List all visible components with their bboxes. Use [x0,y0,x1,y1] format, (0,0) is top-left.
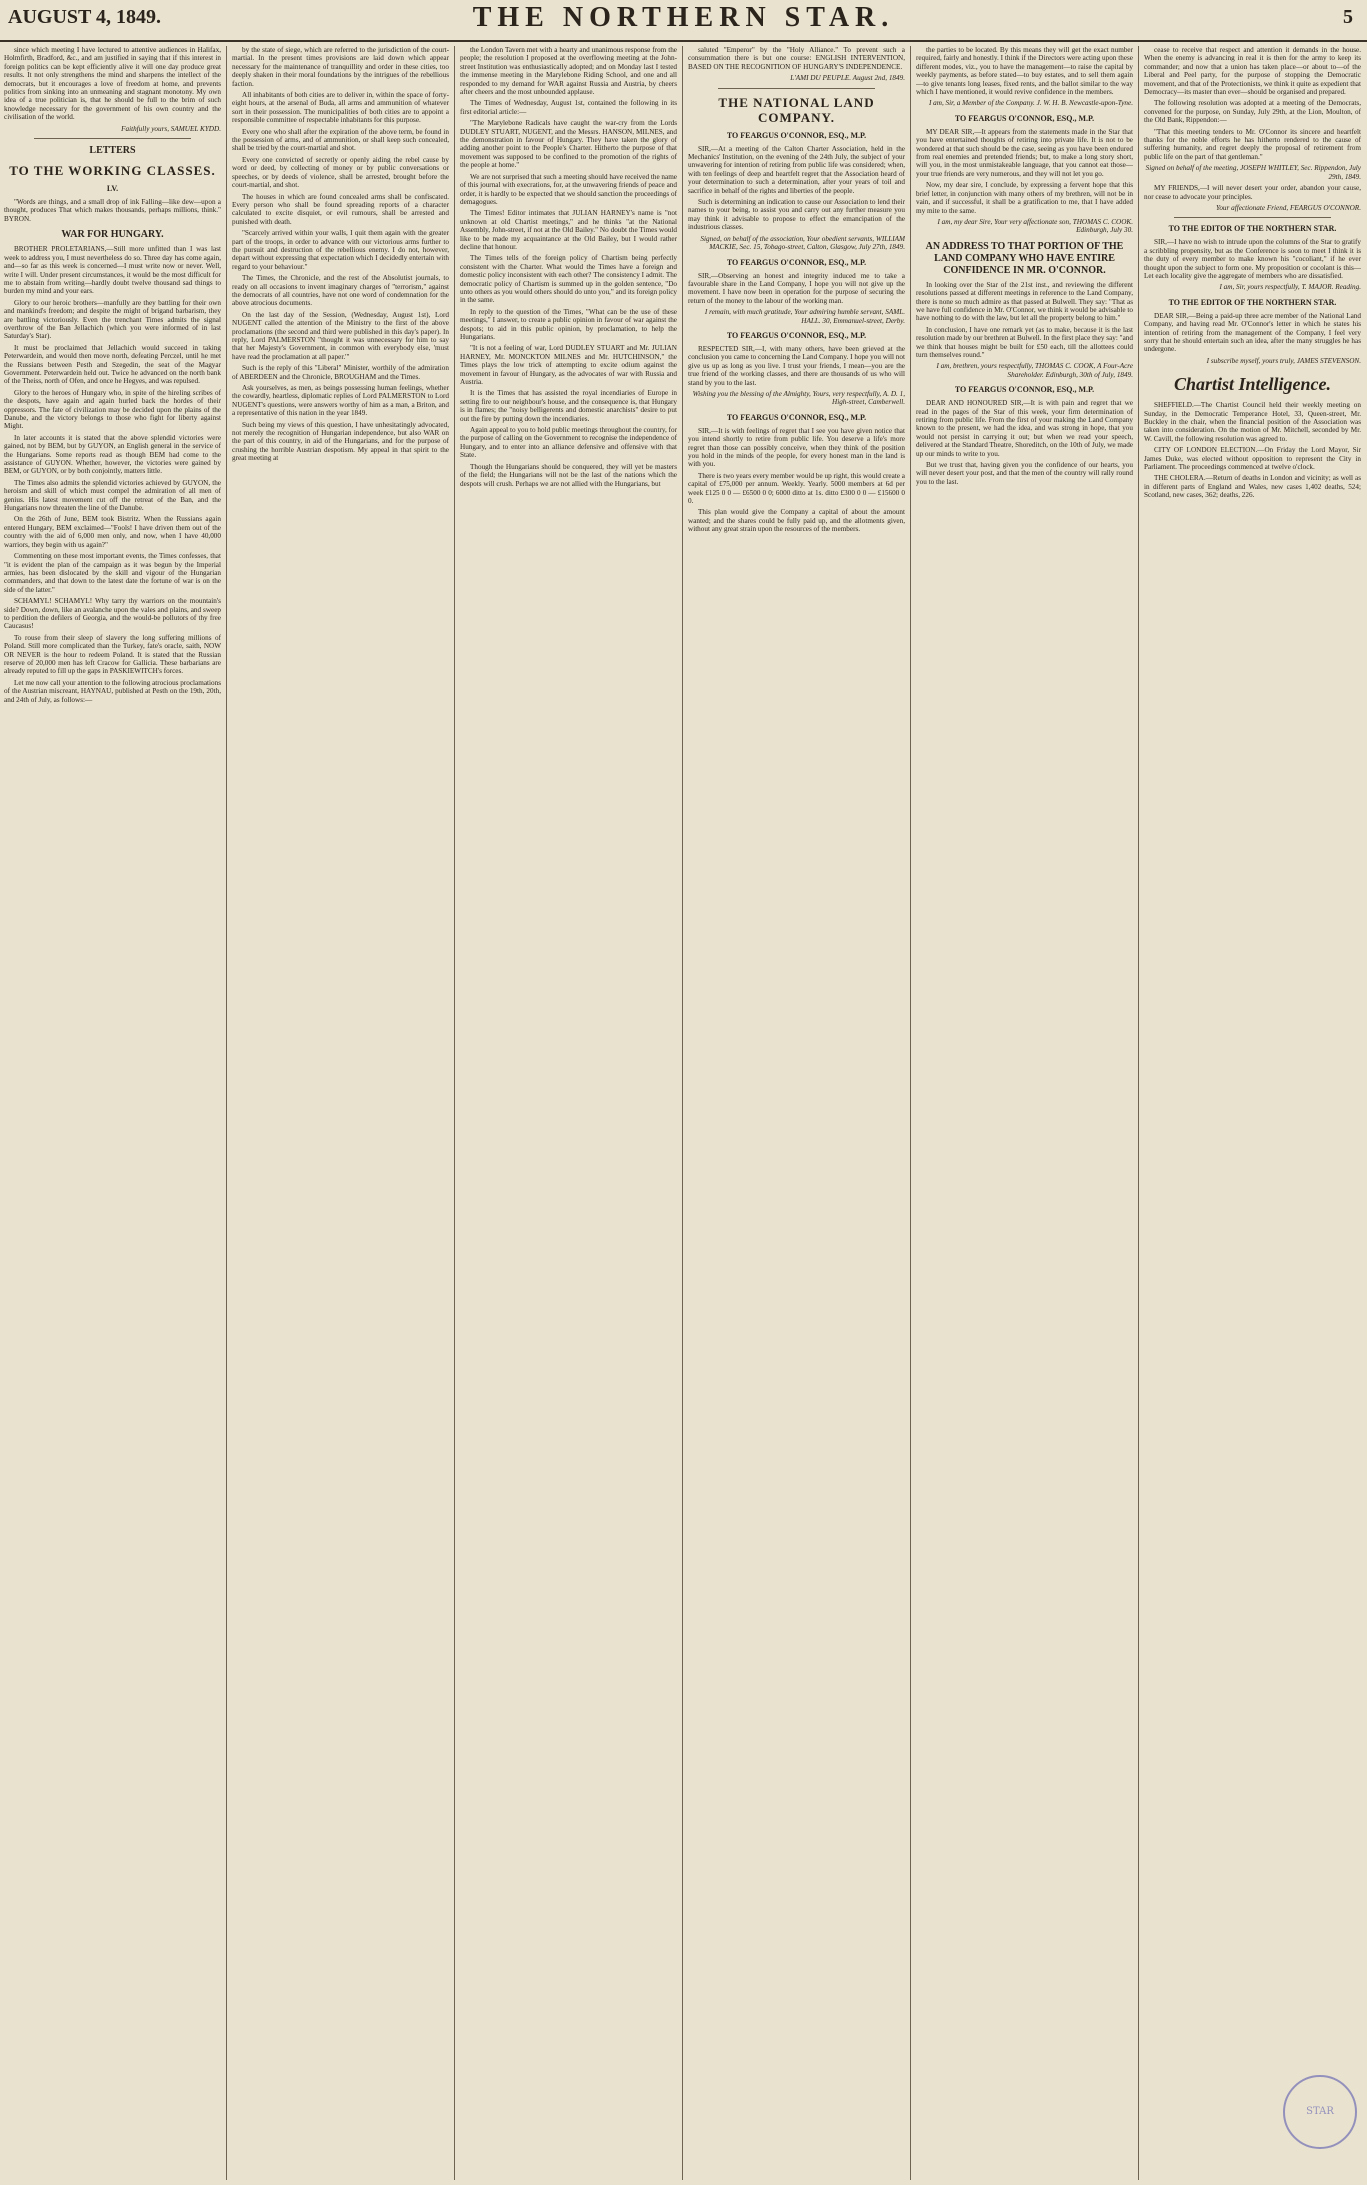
article-paragraph: RESPECTED SIR,—I, with many others, have been grieved at the conclusion you came to concerning the Land Company. I hope you will not give us up as long as you live. I trust your friends, I mean—you are the true friend of the working classes, and there are thousands of us who will stand by you to the last. [688,344,905,387]
article-paragraph: the parties to be located. By this means they will get the exact number required, fairly and honestly. I think if the Directors were acting upon these different modes, viz., you to have the management—to raise the capital by weekly payments, as before stated—to buy estates, and to sell them again—to give tenants long leases, fixed rents, and the ballot similar to the way which I have mentioned, it would revive confidence in the members. [916,46,1133,97]
article-paragraph: Every one convicted of secretly or openly aiding the rebel cause by word or deed, by collecting of money or by public conversations or speeches, or by deeds of violence, shall be arrested, brought before the court-martial, and shot. [232,155,449,190]
article-paragraph: THE CHOLERA.—Return of deaths in London and vicinity; as well as in different parts of England and Wales, new cases 1,402 deaths, 524; Scotland, new cases, 362; deaths, 226. [1144,474,1361,500]
article-paragraph: Let me now call your attention to the following atrocious proclamations of the Austrian miscreant, HAYNAU, published at Pesth on the 19th, 20th, and 24th of July, as follows:— [4,678,221,704]
article-paragraph: The houses in which are found concealed arms shall be confiscated. Every person who shall be found spreading reports of a character calculated to excite disquiet, or evil rumours, shall be arrested and punished with death. [232,192,449,226]
signature: Your affectionate Friend, FEARGUS O'CONNOR. [1215,203,1361,212]
article-paragraph: "Scarcely arrived within your walls, I quit them again with the greater part of the troops, in order to advance with our victorious arms further to the pursuit and destruction of the rebellious enemy. I do not, however, depart without expressing that expectation which I decidedly entertain with regard to your behaviour." [232,229,449,271]
article-heading: TO THE EDITOR OF THE NORTHERN STAR. [1168,224,1337,234]
article-paragraph: The Times tells of the foreign policy of Chartism being perfectly consistent with the Charter. What would the Times have a foreign and domestic policy inconsistent with each other? The consistency I admit. The democratic policy of Chartism is summed up in the golden sentence, "Do unto others as you would others should do unto you," and its foreign policy in the same. [460,254,677,305]
article-paragraph: Glory to the heroes of Hungary who, in spite of the hireling scribes of the despots, have again and again hurled back the hordes of their oppressors. The fate of civilization may be decided upon the plains of the Danube, and the victory belongs to those who fight for liberty against Might. [4,388,221,431]
article-paragraph: This plan would give the Company a capital of about the amount wanted; and the shares could be fully paid up, and the allotments given, without any great strain upon the resources of the members. [688,508,905,534]
page-number: 5 [1343,6,1353,28]
article-paragraph: Glory to our heroic brothers—manfully are they battling for their own and mankind's freedom; and despite the might of brigand barbarism, they are battling victoriously. Even the trenchant Times admits the signal overthrow of the Ban Jellachich (which you were informed of in last Saturday's Star). [4,298,221,341]
article-paragraph: DEAR SIR,—Being a paid-up three acre member of the National Land Company, and having read Mr. O'Connor's letter in which he states his intention of retiring from the management of the Company, I feel very sorry that he should entertain such an idea, after the many struggles he has undergone. [1144,311,1361,354]
article-paragraph: since which meeting I have lectured to attentive audiences in Halifax, Holmfirth, Bradford, &c., and am justified in saying that if this interest in foreign politics can be kept efficiently alive it will one day produce great results. It not only strengthens the mind and sharpens the intellect of the democrats, but it encourages a love of freedom at home, and prevents politics from sinking into an unmeaning and stagnant monotony. My own idea of a true politician is, that he should be full to the brim of such knowledge necessary for the government of his own country and the civilisation of the world. [4,46,221,122]
article-paragraph: "It is not a feeling of war, Lord DUDLEY STUART and Mr. JULIAN HARNEY, Mr. MONCKTON MILNES and Mr. HUTCHINSON," the Times plays the low trick of attempting to excite odium against the movement in favour of Hungary, as the advocates of war with Russia and Austria. [460,344,677,387]
article-paragraph: CITY OF LONDON ELECTION.—On Friday the Lord Mayor, Sir James Duke, was elected without opposition to represent the City in Parliament. The proceedings commenced at twelve o'clock. [1144,446,1361,472]
article-heading: THE NATIONAL LAND COMPANY. [718,94,875,125]
article-paragraph: The Times also admits the splendid victories achieved by GUYON, the heroism and skill of which must compel the admiration of all men of genius. His latest movement cut off the retreat of the Ban, and the Hungarians now threaten the line of the Danube. [4,478,221,513]
article-paragraph: SIR,—Observing an honest and integrity induced me to take a favourable share in the Land Company, I hope you will not give up the movement. I have now been in operation for the purpose of securing the return of the money to the labour of the working man. [688,271,905,305]
signature: I am, Sir, yours respectfully, T. MAJOR. Reading. [1219,283,1361,292]
article-paragraph: Commenting on these most important events, the Times confesses, that "it is evident the plan of the campaign as it was begun by the Imperial armies, has been dislocated by the skill and vigour of the Hungarian commanders, and that down to the latest date the fortune of war is on the side of the latter." [4,552,221,594]
article-paragraph: In later accounts it is stated that the above splendid victories were gained, not by BEM, but by GUYON, an English general in the service of the Hungarians. Some reports read as though BEM had come to the assistance of GUYON. Whether, however, the victories were gained by BEM, or GUYON, or by both conjointly, matters little. [4,433,221,476]
article-heading: TO FEARGUS O'CONNOR, ESQ., M.P. [954,113,1095,123]
article-paragraph: by the state of siege, which are referred to the jurisdiction of the court-martial. In the present times provisions are laid down which appear necessary for the maintenance of tranquillity and order in these cities, too deeply shaken in their moral foundations by the intrigues of the rebellious faction. [232,46,449,88]
article-paragraph: There is two years every member would be up right, this would create a capital of £75,000 per annum. Weekly. Yearly. 5000 members at 6d per week £125 0 0 — £6500 0 0; 6000 ditto at 1s. ditto £300 0 0 — £15600 0 0. [688,471,905,506]
masthead [0,0,1367,42]
article-paragraph: "That this meeting tenders to Mr. O'Connor its sincere and heartfelt thanks for the noble efforts he has hitherto rendered to the cause of suffering humanity, and regret deeply the proposal of retirement from public life on the part of that gentleman." [1144,127,1361,161]
article-paragraph: Such is determining an indication to cause our Association to lend their names to your being, to assist you and carry out any further measure you may think it advisable to propose to effect the emancipation of the industrious classes. [688,198,905,232]
article-paragraph: The Times of Wednesday, August 1st, contained the following in its first editorial article:— [460,99,677,116]
article-heading: WAR FOR HUNGARY. [61,229,164,241]
article-heading: TO THE WORKING CLASSES. [9,163,216,179]
column-3 [460,46,677,2180]
article-paragraph: BROTHER PROLETARIANS,—Still more unfitted than I was last week to address you, I must nevertheless do so. Three day has come again, and—so far as this week is concerned—I must write now or never. Well, write I will. Under present circumstances, it would be the most difficult for me to abstain from writing—hardly doubt twelve thousand sad things to burden my mind and your ears. [4,245,221,296]
article-heading: TO FEARGUS O'CONNOR, ESQ., M.P. [726,412,867,422]
column-4 [688,46,905,2180]
article-paragraph: We are not surprised that such a meeting should have received the name of this journal with execrations, for, at the unwavering friends of peace and order, it is hardly to be expected that we should sanction the proceedings of demagogues. [460,172,677,206]
columns-area [4,46,1363,2180]
article-paragraph: SIR,—It is with feelings of regret that I see you have given notice that you intend shortly to retire from public life. You deserve a life's more regret than those can possibly conceive, when they think of the position you hold in the minds of the people, for every honest man in the land is with you. [688,426,905,469]
section-divider [1174,217,1331,218]
article-paragraph: SIR,—At a meeting of the Calton Charter Association, held in the Mechanics' Institution, on the evening of the 24th July, the subject of your unwavering for intention of retiring from public life was considered; when, with ten feelings of deep and heartfelt regret that the Association heard of your determination to such a determination, after your years of toil and sacrifice in behalf of the rights and liberties of the people. [688,144,905,195]
signature: Faithfully yours, SAMUEL KYDD. [121,124,221,133]
article-paragraph: In conclusion, I have one remark yet (as to make, because it is the last resolution made by our brethren at Bulwell. In the first place they say: "and we think that houses might be built for £50 each, till the allottees could turn themselves round." [916,325,1133,359]
article-heading: LETTERS [89,145,136,157]
column-rule [454,46,455,2180]
signature: Signed, on behalf of the association, Your obedient servants, WILLIAM MACKIE, Sec. 15, Tobago-street, Calton, Glasgow, July 27th, 1849. [700,234,905,252]
article-paragraph: On the last day of the Session, (Wednesday, August 1st), Lord NUGENT called the attention of the Ministry to the first of the above proclamations (the second and third were published in this day's paper). In reply, Lord PALMERSTON "thought it was unnecessary for him to say that her Majesty's Government, in common with everybody else, 'must have read the proclamation at all paper.'" [232,310,449,361]
article-paragraph: "Words are things, and a small drop of ink Falling—like dew—upon a thought, produces That which makes thousands, perhaps millions, think." BYRON. [4,198,221,223]
article-paragraph: the London Tavern met with a hearty and unanimous response from the people; the resolution I proposed at the overflowing meeting at the John-street Institution was enthusiastically adopted; and on Monday last I tested the immense meeting in the Marylebone Riding School, and one and all responded to my demand for WAR against Russia and Austria, by cheers after cheers and the most unbounded applause. [460,46,677,97]
article-heading: TO FEARGUS O'CONNOR, ESQ., M.P. [726,130,867,140]
article-heading: TO FEARGUS O'CONNOR, ESQ., M.P. [726,330,867,340]
article-paragraph: The following resolution was adopted at a meeting of the Democrats, convened for the purpose, on Sunday, July 29th, at the Lion, Moulton, of the Old Bank, Rippendon:— [1144,99,1361,125]
article-heading: TO FEARGUS O'CONNOR, ESQ., M.P. [954,385,1095,395]
article-paragraph: Now, my dear sire, I conclude, by expressing a fervent hope that this brief letter, in conjunction with many others of my brethren, will not be in vain, and if successful, it shall be a gratification to me, that I have added my mite to the same. [916,181,1133,215]
article-paragraph: On the 26th of June, BEM took Bistritz. When the Russians again entered Hungary, BEM exclaimed—"Fools! I have driven them out of the country with the aid of 6,000 men only, and now, when I have 40,000 warriors, they begin with us again?" [4,515,221,549]
article-paragraph: It must be proclaimed that Jellachich would succeed in taking Peterwardein, and would then move north, defeating Perczel, until he met the Russians between Pesth and Szegedin, the seat of the Magyar Government. Peterwardein held out. Twice he advanced on the north bank of the Theiss, north of Ofen, and once he Hegyes, and was repulsed. [4,343,221,386]
article-paragraph: Though the Hungarians should be conquered, they will yet be masters of the field; the Hungarians will not be the last of the nations which the despots will crush. Perhaps we are not allied with the Hungarians, but [460,462,677,488]
article-paragraph: It is the Times that has assisted the royal incendiaries of Europe in setting fire to our neighbour's house, and the consequence is, that Hungary is in flames; the "noisy belligerents and domestic anarchists" desire to put out the fire by putting down the incendiaries. [460,389,677,423]
article-paragraph: SCHAMYL! SCHAMYL! Why tarry thy warriors on the mountain's side? Down, down, like an avalanche upon the vales and plains, and sweep to perdition the defilers of Georgia, and the would-be pollutors of thy free Caucasus! [4,597,221,631]
issue-date: AUGUST 4, 1849. [8,6,161,28]
section-divider [718,88,875,89]
newspaper-title: THE NORTHERN STAR. [472,2,895,33]
library-stamp [1283,2075,1357,2149]
article-paragraph: cease to receive that respect and attention it demands in the house. When the enemy is advancing in real it is then for the army to keep its commander; and now that a union has taken place—or about to—of the Liberal and Peel party, for the purpose of stopping the Democratic movement, and that of the Protectionists, we think it quite as expedient that Democracy—its master than ever—should be organised and prepared. [1144,46,1361,97]
article-paragraph: "The Marylebone Radicals have caught the war-cry from the Lords DUDLEY STUART, NUGENT, and the Messrs. HANSON, MILNES, and the demonstration in favour of Hungary. They have taken the glory of adding another point to the People's Charter. Hitherto the purpose of that movement was supposed to be confined to the promotion of the rights of the people at home." [460,119,677,170]
article-paragraph: But we trust that, having given you the confidence of our hearts, you will never desert your post, and that the men of the country will rally round you to the last. [916,461,1133,486]
article-paragraph: In reply to the question of the Times, "What can be the use of these meetings," I answer, to create a public opinion in favour of war against the despots; to aid in this public opinion, by proclamation, to help the Hungarians. [460,307,677,341]
article-paragraph: SHEFFIELD.—The Chartist Council held their weekly meeting on Sunday, in the Democratic Temperance Hotel, 33, Queen-street, Mr. Buckley in the chair, when the financial position of the Association was taken into consideration. On the motion of Mr. Mitchell, seconded by Mr. W. Cavill, the following resolution was agreed to. [1144,401,1361,443]
article-paragraph: SIR,—I have no wish to intrude upon the columns of the Star to gratify a scribbling propensity, but as the Conference is soon to meet I think it is the duty of every member to make known his "cocoliant," if he ever thought upon the subject to form one. My proposition or cocolant is this—Let each locality give the aggregate of members who are dissatisfied. [1144,238,1361,280]
column-rule [682,46,683,2180]
signature: I am, brethren, yours respectfully, THOMAS C. COOK, A Four-Acre Shareholder. Edinburgh, 30th of July, 1849. [936,362,1133,379]
article-paragraph: In looking over the Star of the 21st inst., and reviewing the different resolutions passed at different meetings in reference to the Land Company, there is none so much admire as that passed at Bulwell. They say: "That as we have full confidence in Mr. O'Connor, we think it would be advisable to have nothing to do with the law, but let all the property belong to him." [916,280,1133,323]
column-5 [916,46,1133,2180]
signature: I am, Sir, a Member of the Company. J. W. H. B. Newcastle-upon-Tyne. [928,99,1133,108]
article-paragraph: All inhabitants of both cities are to deliver in, within the space of forty-eight hours, at the arsenal of Buda, all arms and ammunition of whatever sort in their possession. The municipalities of both cities are to appoint a responsible committee of respectable inhabitants for this purpose. [232,91,449,125]
column-6 [1144,46,1361,2180]
stamp-text: STAR [1306,2106,1334,2117]
article-paragraph: Ask yourselves, as men, as beings possessing human feelings, whether the cowardly, heartless, diplomatic replies of Lord PALMERSTON to Lord NUGENT's questions, were answers worthy of him as a man, a Briton, and a representative of this nation in the year 1849. [232,384,449,418]
article-paragraph: The Times! Editor intimates that JULIAN HARNEY's name is "not unknown at old Chartist meetings," and he thinks "at the National Assembly, John-street, if not at the Old Bailey." No doubt the Times would like to be made my acquaintance at the Old Bailey, but I would rather decline that honour. [460,209,677,251]
article-paragraph: saluted "Emperor" by the "Holy Alliance." To prevent such a consummation there is but one course: ENGLISH INTERVENTION, BASED ON THE RECOGNITION OF HUNGARY'S INDEPENDENCE. [688,46,905,71]
signature: I subscribe myself, yours truly, JAMES STEVENSON. [1206,356,1361,365]
article-paragraph: To rouse from their sleep of slavery the long suffering millions of Poland. Still more complicated than the Turkey, fate's oracle, saith, NOW OR NEVER is the hour to redeem Poland. It is stated that the Russian reserve of 20,000 men has left Cracow for Gallicia. These barbarians are already reputed to fill up the gaps in PASKIEWITCH's forces. [4,633,221,676]
column-1 [4,46,221,2180]
article-heading: LV. [106,184,119,194]
article-paragraph: Such being my views of this question, I have unhesitatingly advocated, not merely the recognition of Hungarian independence, but also WAR on the part of this country, in aid of the Hungarians, and for the purpose of crushing the horrible Austrian despotism. My appeal in that spirit to the great meeting at [232,420,449,463]
article-paragraph: Every one who shall after the expiration of the above term, be found in the possession of arms, and of ammunition, or shall keep such concealed, shall be tried by the court-martial and shot. [232,127,449,153]
article-paragraph: Such is the reply of this "Liberal" Minister, worthily of the admiration of ABERDEEN and the Chronicle, BROUGHAM and the Times. [232,364,449,381]
section-title: Chartist Intelligence. [1173,374,1332,395]
signature: Signed on behalf of the meeting, JOSEPH WHITLEY, Sec. Rippendon, July 29th, 1849. [1145,164,1361,181]
article-heading: TO FEARGUS O'CONNOR, ESQ., M.P. [726,257,867,267]
article-heading: AN ADDRESS TO THAT PORTION OF THE LAND COMPANY WHO HAVE ENTIRE CONFIDENCE IN MR. O'CONNOR. [925,240,1124,276]
article-paragraph: MY FRIENDS,—I will never desert your order, abandon your cause, nor cease to advocate your principles. [1144,184,1361,201]
signature: Wishing you the blessing of the Almighty, Yours, very respectfully, A. D. 1, High-street, Camberwell. [692,389,905,407]
column-rule [1138,46,1139,2180]
column-rule [910,46,911,2180]
article-heading: TO THE EDITOR OF THE NORTHERN STAR. [1168,297,1337,307]
signature: I am, my dear Sire, Your very affectionate son, THOMAS C. COOK. Edinburgh, July 30. [937,217,1133,235]
column-2 [232,46,449,2180]
section-divider [34,138,191,139]
article-paragraph: Again appeal to you to hold public meetings throughout the country, for the purpose of calling on the Government to recognise the independence of Hungary, and to enter into an alliance defensive and offensive with that State. [460,426,677,460]
signature: L'AMI DU PEUPLE. August 2nd, 1849. [790,74,905,83]
signature: I remain, with much gratitude, Your admiring humble servant, SAML. HALL. 30, Emmanuel-street, Derby. [704,308,905,325]
article-paragraph: DEAR AND HONOURED SIR,—It is with pain and regret that we read in the pages of the Star of this week, your firm determination of retiring from public life. From the first of your making the Land Company known to the present, we had the idea, and was strong in hope, that you would not persist in carrying it out; but when we read your speech, delivered at the Standard Theatre, Shoreditch, on the 10th of July, we made up our minds to write to you. [916,399,1133,458]
article-paragraph: MY DEAR SIR,—It appears from the statements made in the Star that you have entertained thoughts of retiring into private life. It is not to be wondered at that such should be the case, seeing as you have been endured from real enemies and pretended friends; but, to make a long story short, will you, in the most unmistakeable language, that you cannot eat those—your true friends are very numerous, and they will not let you go. [916,127,1133,178]
column-rule [226,46,227,2180]
article-paragraph: The Times, the Chronicle, and the rest of the Absolutist journals, to ready on all occasions to invent imaginary charges of "terrorism," against the democrats of all countries, have not one word of condemnation for the above atrocious documents. [232,274,449,308]
